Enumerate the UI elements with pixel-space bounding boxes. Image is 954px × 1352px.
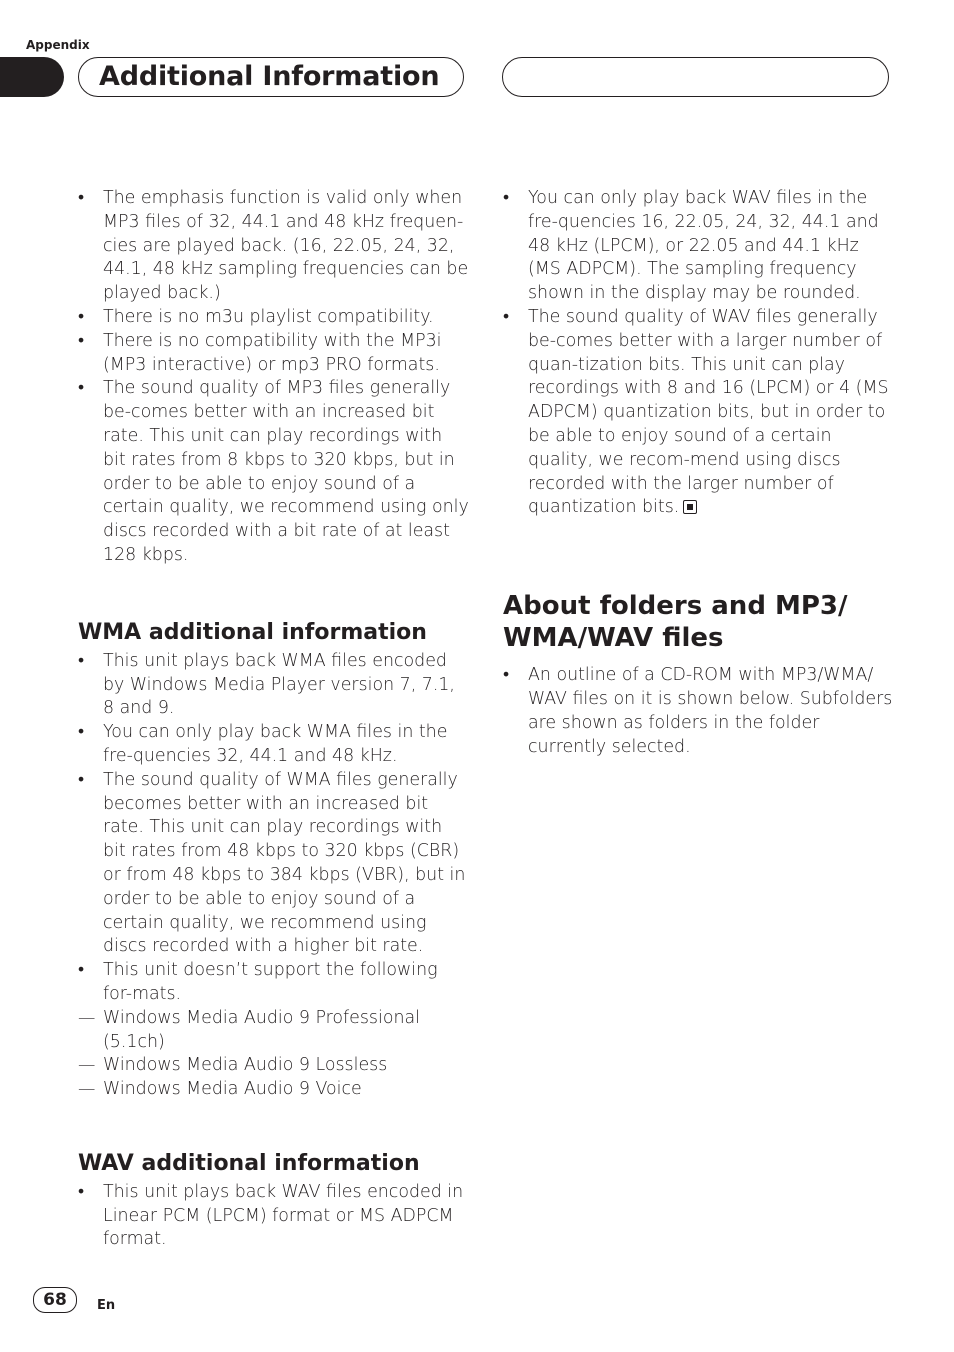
wav-notes-list-continued [503,187,895,520]
list-item: • The sound quality of WAV files generally be-comes better with a larger number of quan-tization bits. This unit can play recordings with 8 and 16 (LPCM) or 4 (MS ADPCM) quantization bits, but in order to be able to enjoy sound of a certain quality, we recom-mend using discs recorded with the larger number of quantization bits. [503,306,889,518]
unsupported-format-item: — Windows Media Audio 9 Lossless [78,1055,388,1076]
list-item: • The sound quality of WMA files generally becomes better with an increased bit rate. This unit can play recordings with bit rates from 48 kbps to 320 kbps (CBR) or from 48 kbps to 384 kbps (VBR), but in order to be able to enjoy sound of a certain quality, we recommend using discs recorded with a higher bit rate. [78,769,466,957]
wav-heading: WAV additional information [78,1150,420,1176]
list-item: • There is no m3u playlist compatibility. [78,306,434,327]
unsupported-format-item: — Windows Media Audio 9 Voice [78,1079,362,1100]
section-end-icon [683,500,697,514]
appendix-label: Appendix [26,38,90,52]
page-number: 68 [33,1287,77,1313]
list-item: • The emphasis function is valid only when MP3 files of 32, 44.1 and 48 kHz frequen-cies are played back. (16, 22.05, 24, 32, 44.1, 48 kHz sampling frequencies can be played back.) [78,188,469,304]
section-title-box [78,57,464,97]
unsupported-format-item: — Windows Media Audio 9 Professional (5.1ch) [78,1007,420,1052]
language-label: En [97,1298,116,1313]
list-item: • You can only play back WMA files in the fre-quencies 32, 44.1 and 48 kHz. [78,722,448,766]
folders-heading: About folders and MP3/ WMA/WAV files [503,591,848,654]
left-column [78,187,470,1252]
wav-notes-list [78,1181,470,1252]
page-title: Additional Information [99,61,440,92]
list-item: • You can only play back WAV files in the fre-quencies 16, 22.05, 24, 32, 44.1 and 48 kHz (LPCM), or 22.05 and 44.1 kHz (MS ADPCM). The sampling frequency shown in the display may be rounded. [503,188,879,304]
list-item: • This unit doesn’t support the following for-mats. [78,960,438,1004]
header-empty-box [502,57,889,97]
section-tab-marker [0,57,64,97]
list-item: • An outline of a CD-ROM with MP3/WMA/ WAV files on it is shown below. Subfolders are shown as folders in the folder currently selected. [503,665,893,757]
list-item: • This unit plays back WAV files encoded in Linear PCM (LPCM) format or MS ADPCM format. [78,1181,464,1250]
list-item: • This unit plays back WMA files encoded by Windows Media Player version 7, 7.1, 8 and 9. [78,650,455,719]
right-column [503,187,895,759]
wma-heading: WMA additional information [78,619,427,645]
wma-notes-list [78,650,470,1007]
mp3-notes-list [78,187,470,568]
folders-notes-list [503,664,895,759]
list-item: • There is no compatibility with the MP3i (MP3 interactive) or mp3 PRO formats. [78,330,442,375]
list-item: • The sound quality of MP3 files generally be-comes better with an increased bit rate. This unit can play recordings with bit rates from 8 kbps to 320 kbps, but in order to be able to enjoy sound of a certain quality, we recommend using only discs recorded with a bit rate of at least 128 kbps. [78,378,469,565]
